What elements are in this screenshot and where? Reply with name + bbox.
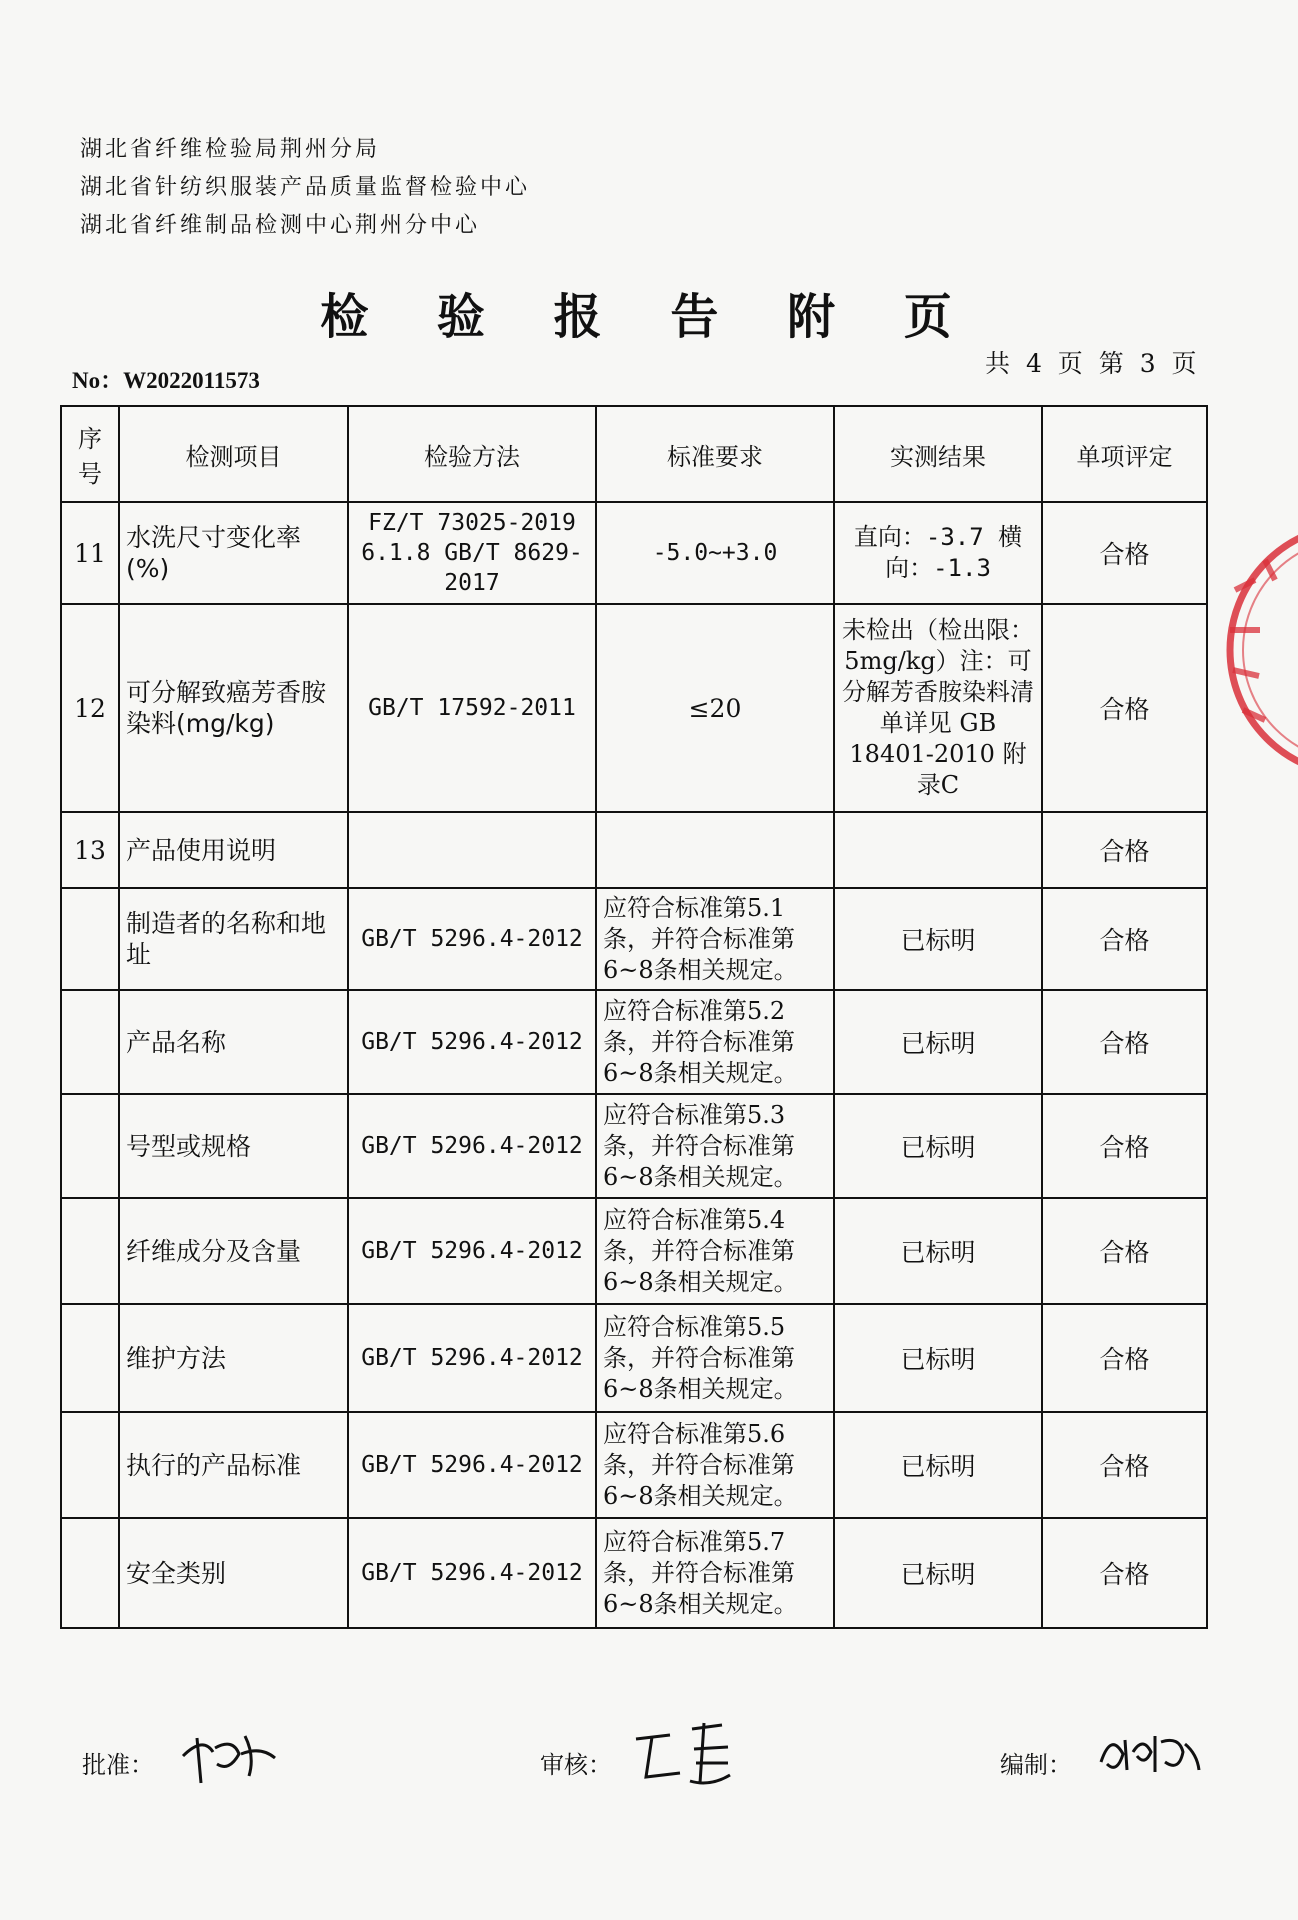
row-method: GB/T 5296.4-2012 <box>348 1198 596 1304</box>
table-row <box>61 1518 1207 1628</box>
row-verdict: 合格 <box>1042 1412 1207 1518</box>
row-item: 可分解致癌芳香胺染料(mg/kg) <box>119 604 348 812</box>
table-row <box>61 502 1207 604</box>
row-verdict: 合格 <box>1042 1304 1207 1412</box>
row-requirement: 应符合标准第5.7条，并符合标准第6~8条相关规定。 <box>596 1518 834 1628</box>
row-method: GB/T 5296.4-2012 <box>348 990 596 1094</box>
row-requirement: 应符合标准第5.1条，并符合标准第6~8条相关规定。 <box>596 888 834 990</box>
row-item: 产品使用说明 <box>119 812 348 888</box>
table-row <box>61 812 1207 888</box>
row-no <box>61 1518 119 1628</box>
row-verdict: 合格 <box>1042 604 1207 812</box>
row-verdict: 合格 <box>1042 888 1207 990</box>
row-verdict: 合格 <box>1042 1198 1207 1304</box>
report-number: No：W2022011573 <box>72 368 260 393</box>
row-result: 已标明 <box>834 1094 1042 1198</box>
row-method: FZ/T 73025-2019 6.1.8 GB/T 8629-2017 <box>348 502 596 604</box>
row-item: 制造者的名称和地址 <box>119 888 348 990</box>
row-no: 11 <box>61 502 119 604</box>
row-method: GB/T 5296.4-2012 <box>348 1412 596 1518</box>
table-row <box>61 1304 1207 1412</box>
col-header-result: 实测结果 <box>834 406 1042 502</box>
row-requirement: -5.0~+3.0 <box>596 502 834 604</box>
row-method: GB/T 5296.4-2012 <box>348 1304 596 1412</box>
row-requirement: 应符合标准第5.4条，并符合标准第6~8条相关规定。 <box>596 1198 834 1304</box>
row-result: 已标明 <box>834 1198 1042 1304</box>
table-row <box>61 990 1207 1094</box>
col-header-requirement: 标准要求 <box>596 406 834 502</box>
page-info: 共 4 页 第 3 页 <box>985 349 1201 378</box>
row-no: 13 <box>61 812 119 888</box>
row-verdict: 合格 <box>1042 812 1207 888</box>
row-item: 纤维成分及含量 <box>119 1198 348 1304</box>
row-no <box>61 1304 119 1412</box>
table-header-row <box>61 406 1207 502</box>
row-verdict: 合格 <box>1042 502 1207 604</box>
review-label: 审核： <box>540 1751 612 1779</box>
row-result: 已标明 <box>834 1304 1042 1412</box>
col-header-no: 序号 <box>61 406 119 502</box>
row-result: 已标明 <box>834 1518 1042 1628</box>
table-row <box>61 1198 1207 1304</box>
row-item: 执行的产品标准 <box>119 1412 348 1518</box>
row-result: 未检出（检出限：5mg/kg）注：可分解芳香胺染料清单详见 GB 18401-2010 附录C <box>834 604 1042 812</box>
row-requirement: 应符合标准第5.2条，并符合标准第6~8条相关规定。 <box>596 990 834 1094</box>
row-result: 已标明 <box>834 990 1042 1094</box>
row-item: 维护方法 <box>119 1304 348 1412</box>
row-method: GB/T 5296.4-2012 <box>348 1518 596 1628</box>
row-method: GB/T 5296.4-2012 <box>348 888 596 990</box>
row-requirement: ≤20 <box>596 604 834 812</box>
row-requirement: 应符合标准第5.3条，并符合标准第6~8条相关规定。 <box>596 1094 834 1198</box>
col-header-verdict: 单项评定 <box>1042 406 1207 502</box>
row-requirement <box>596 812 834 888</box>
row-result: 已标明 <box>834 888 1042 990</box>
col-header-method: 检验方法 <box>348 406 596 502</box>
table-row <box>61 1412 1207 1518</box>
row-no <box>61 1412 119 1518</box>
org-line-1: 湖北省纤维检验局荆州分局 <box>80 137 381 162</box>
row-no <box>61 888 119 990</box>
col-header-item: 检测项目 <box>119 406 348 502</box>
row-result <box>834 812 1042 888</box>
page-title: 检 验 报 告 附 页 <box>320 289 978 345</box>
table-row <box>61 888 1207 990</box>
results-table <box>60 405 1208 1629</box>
table-row <box>61 604 1207 812</box>
approver-signature-icon <box>175 1718 285 1788</box>
org-line-3: 湖北省纤维制品检测中心荆州分中心 <box>80 213 481 238</box>
row-requirement: 应符合标准第5.5条，并符合标准第6~8条相关规定。 <box>596 1304 834 1412</box>
compile-label: 编制： <box>1000 1751 1072 1779</box>
org-line-2: 湖北省针纺织服装产品质量监督检验中心 <box>80 175 531 200</box>
row-result: 直向：-3.7 横向：-1.3 <box>834 502 1042 604</box>
row-verdict: 合格 <box>1042 1094 1207 1198</box>
row-item: 号型或规格 <box>119 1094 348 1198</box>
row-verdict: 合格 <box>1042 990 1207 1094</box>
row-method: GB/T 5296.4-2012 <box>348 1094 596 1198</box>
row-no <box>61 1094 119 1198</box>
red-seal-stamp <box>1205 520 1298 780</box>
row-result: 已标明 <box>834 1412 1042 1518</box>
row-method <box>348 812 596 888</box>
row-item: 水洗尺寸变化率(%) <box>119 502 348 604</box>
row-requirement: 应符合标准第5.6条，并符合标准第6~8条相关规定。 <box>596 1412 834 1518</box>
row-item: 安全类别 <box>119 1518 348 1628</box>
row-no <box>61 990 119 1094</box>
row-method: GB/T 17592-2011 <box>348 604 596 812</box>
row-verdict: 合格 <box>1042 1518 1207 1628</box>
approve-label: 批准： <box>82 1751 154 1779</box>
table-row <box>61 1094 1207 1198</box>
row-no: 12 <box>61 604 119 812</box>
row-no <box>61 1198 119 1304</box>
compiler-signature-icon <box>1095 1722 1205 1782</box>
row-item: 产品名称 <box>119 990 348 1094</box>
reviewer-signature-icon <box>630 1715 750 1795</box>
